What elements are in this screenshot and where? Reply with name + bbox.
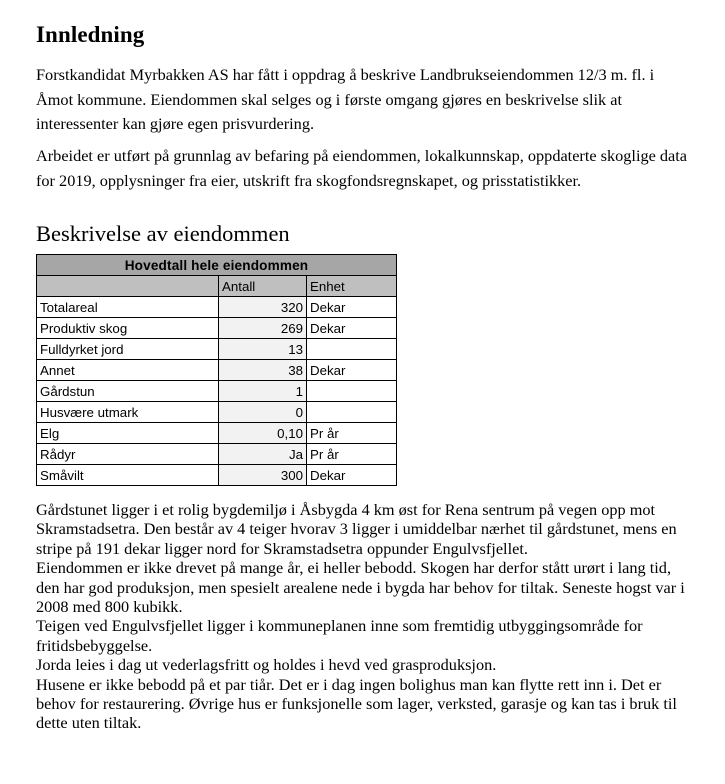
row-enhet: Dekar (307, 360, 397, 381)
row-antall: 269 (219, 318, 307, 339)
row-label: Totalareal (37, 297, 219, 318)
description-paragraph-teigen: Teigen ved Engulvsfjellet ligger i kommuneplanen inne som fremtidig utbyggingsområde for fritidsbebyggelse. (36, 616, 643, 655)
row-antall: 0 (219, 402, 307, 423)
table-row (37, 402, 397, 423)
table-title-row (37, 255, 397, 276)
column-header-enhet: Enhet (307, 276, 397, 297)
row-antall: 13 (219, 339, 307, 360)
row-label: Husvære utmark (37, 402, 219, 423)
hovedtall-table (36, 254, 397, 486)
table-row (37, 444, 397, 465)
row-enhet: Pr år (307, 444, 397, 465)
column-header-label (37, 276, 219, 297)
row-antall: 0,10 (219, 423, 307, 444)
row-label: Fulldyrket jord (37, 339, 219, 360)
row-enhet (307, 402, 397, 423)
row-enhet (307, 381, 397, 402)
row-enhet (307, 339, 397, 360)
row-label: Småvilt (37, 465, 219, 486)
section-heading-beskrivelse: Beskrivelse av eiendommen (36, 221, 290, 246)
paragraph-method: Arbeidet er utført på grunnlag av befaring på eiendommen, lokalkunnskap, oppdaterte skoglige data for 2019, opplysninger fra eier, utskrift fra skogfondsregnskapet, og prisstatistikker. (36, 146, 688, 190)
row-label: Gårdstun (37, 381, 219, 402)
table-row (37, 423, 397, 444)
description-paragraph-eiendommen: Eiendommen er ikke drevet på mange år, ei heller bebodd. Skogen har derfor stått urørt i lang tid, den har god produksjon, men spesielt arealene nede i bygda har behov for tiltak. Seneste hogst var i 2008 med 800 kubikk. (36, 558, 685, 617)
row-enhet: Dekar (307, 465, 397, 486)
table-row (37, 465, 397, 486)
table-row (37, 339, 397, 360)
table-row (37, 318, 397, 339)
hovedtall-table-container (36, 254, 397, 486)
row-enhet: Dekar (307, 297, 397, 318)
description-paragraph-jorda: Jorda leies i dag ut vederlagsfritt og holdes i hevd ved grasproduksjon. (36, 655, 497, 675)
row-antall: 320 (219, 297, 307, 318)
column-header-antall: Antall (219, 276, 307, 297)
row-label: Annet (37, 360, 219, 381)
row-label: Produktiv skog (37, 318, 219, 339)
row-antall: Ja (219, 444, 307, 465)
row-label: Elg (37, 423, 219, 444)
table-row (37, 297, 397, 318)
description-paragraph-husene: Husene er ikke bebodd på et par tiår. Det er i dag ingen bolighus man kan flytte rett inn i. Det er behov for restaurering. Øvrige hus er funksjonelle som lager, verksted, garasje og kan tas i bruk til dette uten tiltak. (36, 674, 677, 733)
page-title-innledning: Innledning (36, 22, 145, 47)
row-enhet: Dekar (307, 318, 397, 339)
table-header-row (37, 276, 397, 297)
table-title-cell: Hovedtall hele eiendommen (37, 255, 397, 276)
row-antall: 1 (219, 381, 307, 402)
row-enhet: Pr år (307, 423, 397, 444)
table-row (37, 360, 397, 381)
row-label: Rådyr (37, 444, 219, 465)
paragraph-intro: Forstkandidat Myrbakken AS har fått i oppdrag å beskrive Landbrukseiendommen 12/3 m. fl. i Åmot kommune. Eiendommen skal selges og i første omgang gjøres en beskrivelse slik at interessenter kan gjøre egen prisvurdering. (36, 65, 655, 133)
table-row (37, 381, 397, 402)
property-description-block (36, 500, 692, 733)
description-paragraph-gardstunet: Gårdstunet ligger i et rolig bygdemiljø i Åsbygda 4 km øst for Rena sentrum på vegen opp mot Skramstadsetra. Den består av 4 teiger hvorav 3 ligger i umiddelbar nærhet til gårdstunet, mens en stripe på 191 dekar ligger nord for Skramstadsetra oppunder Engulvsfjellet. (36, 500, 677, 558)
row-antall: 300 (219, 465, 307, 486)
row-antall: 38 (219, 360, 307, 381)
